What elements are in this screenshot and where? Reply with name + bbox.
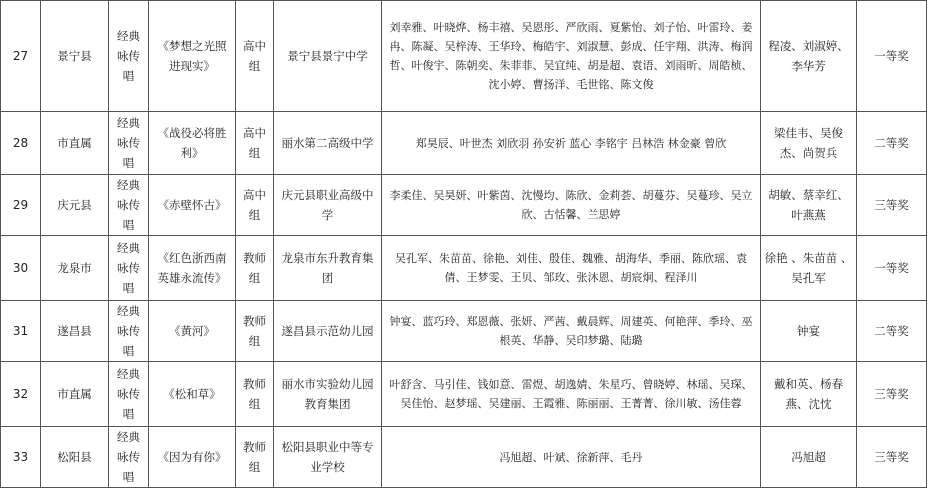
- category-cell: 经典咏传唱: [109, 112, 149, 175]
- row-number: 28: [1, 112, 41, 175]
- awards-table-body: [1, 1, 927, 488]
- group-cell: 高中组: [236, 175, 274, 236]
- category-cell: 经典咏传唱: [109, 1, 149, 112]
- row-number: 32: [1, 362, 41, 427]
- award-cell: 二等奖: [857, 112, 927, 175]
- group-cell: 教师组: [236, 301, 274, 362]
- region-cell: 市直属: [41, 362, 109, 427]
- table-row: [1, 427, 927, 488]
- program-title-cell: 《红色浙西南英雄永流传》: [149, 236, 236, 301]
- members-cell: 吴孔军、朱苗苗、徐艳、刘佳、殷佳、魏雅、胡海华、季丽、陈欣瑶、袁倩、王梦雯、王贝、邹玫、张沐恩、胡宸炯、程泽川: [382, 236, 761, 301]
- table-row: [1, 362, 927, 427]
- members-cell: 钟宴、蓝巧玲、郑恩薇、张妍、严茜、戴晨辉、周建英、何艳萍、季玲、巫根英、华静、吴印梦璐、陆璐: [382, 301, 761, 362]
- school-cell: 庆元县职业高级中学: [274, 175, 382, 236]
- teachers-cell: 冯旭超: [761, 427, 857, 488]
- teachers-cell: 徐艳 、朱苗苗 、吴孔军: [761, 236, 857, 301]
- members-cell: 李柔佳、吴昊妍、叶紫茵、沈慢均、陈欣、金莉荟、胡蔓芬、吴蔓珍、吴立欣、古恬馨、兰思婷: [382, 175, 761, 236]
- award-cell: 一等奖: [857, 1, 927, 112]
- award-cell: 一等奖: [857, 236, 927, 301]
- row-number: 29: [1, 175, 41, 236]
- school-cell: 景宁县景宁中学: [274, 1, 382, 112]
- region-cell: 景宁县: [41, 1, 109, 112]
- table-row: [1, 1, 927, 112]
- teachers-cell: 胡敏、蔡幸红、叶燕燕: [761, 175, 857, 236]
- row-number: 27: [1, 1, 41, 112]
- program-title-cell: 《因为有你》: [149, 427, 236, 488]
- teachers-cell: 梁佳韦、吴俊杰、尚贺兵: [761, 112, 857, 175]
- group-cell: 教师组: [236, 236, 274, 301]
- category-cell: 经典咏传唱: [109, 362, 149, 427]
- members-cell: 叶舒含、马引佳、钱如意、雷煜、胡逸婧、朱星巧、曾晓婷、林瑶、吴琛、吴佳怡、赵梦瑶、吴建丽、王霞雅、陈丽丽、王菁菁、徐川敏、汤佳蓉: [382, 362, 761, 427]
- school-cell: 松阳县职业中等专业学校: [274, 427, 382, 488]
- members-cell: 刘幸雅、叶晓烨、杨丰禧、吴恩彤、严欣雨、夏紫怡、刘子怡、叶雷玲、姜冉、陈凝、吴梓涛、王华玲、梅皓宇、刘淑慧、彭成、任宇翔、洪涛、梅润哲、叶俊宇、陈朝奕、朱菲菲、吴宜纯、胡是超、袁语、刘雨昕、周皓桢、沈小婷、曹扬洋、毛世铭、陈文俊: [382, 1, 761, 112]
- group-cell: 高中组: [236, 112, 274, 175]
- members-cell: 冯旭超、叶斌、徐新萍、毛丹: [382, 427, 761, 488]
- award-cell: 三等奖: [857, 175, 927, 236]
- program-title-cell: 《松和草》: [149, 362, 236, 427]
- category-cell: 经典咏传唱: [109, 175, 149, 236]
- row-number: 30: [1, 236, 41, 301]
- members-cell: 郑昊辰、叶世杰 刘欣羽 孙安祈 蓝心 李铭宇 吕林浩 林金豪 曾欣: [382, 112, 761, 175]
- table-row: [1, 175, 927, 236]
- teachers-cell: 戴和英、杨春燕、沈忱: [761, 362, 857, 427]
- program-title-cell: 《赤壁怀古》: [149, 175, 236, 236]
- award-cell: 二等奖: [857, 301, 927, 362]
- group-cell: 教师组: [236, 362, 274, 427]
- award-cell: 三等奖: [857, 362, 927, 427]
- school-cell: 遂昌县示范幼儿园: [274, 301, 382, 362]
- region-cell: 庆元县: [41, 175, 109, 236]
- teachers-cell: 钟宴: [761, 301, 857, 362]
- award-cell: 三等奖: [857, 427, 927, 488]
- row-number: 31: [1, 301, 41, 362]
- group-cell: 高中组: [236, 1, 274, 112]
- region-cell: 市直属: [41, 112, 109, 175]
- school-cell: 龙泉市东升教育集团: [274, 236, 382, 301]
- region-cell: 遂昌县: [41, 301, 109, 362]
- program-title-cell: 《黄河》: [149, 301, 236, 362]
- category-cell: 经典咏传唱: [109, 427, 149, 488]
- region-cell: 龙泉市: [41, 236, 109, 301]
- group-cell: 教师组: [236, 427, 274, 488]
- table-row: [1, 112, 927, 175]
- region-cell: 松阳县: [41, 427, 109, 488]
- category-cell: 经典咏传唱: [109, 301, 149, 362]
- program-title-cell: 《梦想之光照进现实》: [149, 1, 236, 112]
- table-row: [1, 236, 927, 301]
- program-title-cell: 《战役必将胜利》: [149, 112, 236, 175]
- category-cell: 经典咏传唱: [109, 236, 149, 301]
- school-cell: 丽水市实验幼儿园教育集团: [274, 362, 382, 427]
- row-number: 33: [1, 427, 41, 488]
- teachers-cell: 程凌、刘淑婷、李华芳: [761, 1, 857, 112]
- school-cell: 丽水第二高级中学: [274, 112, 382, 175]
- table-row: [1, 301, 927, 362]
